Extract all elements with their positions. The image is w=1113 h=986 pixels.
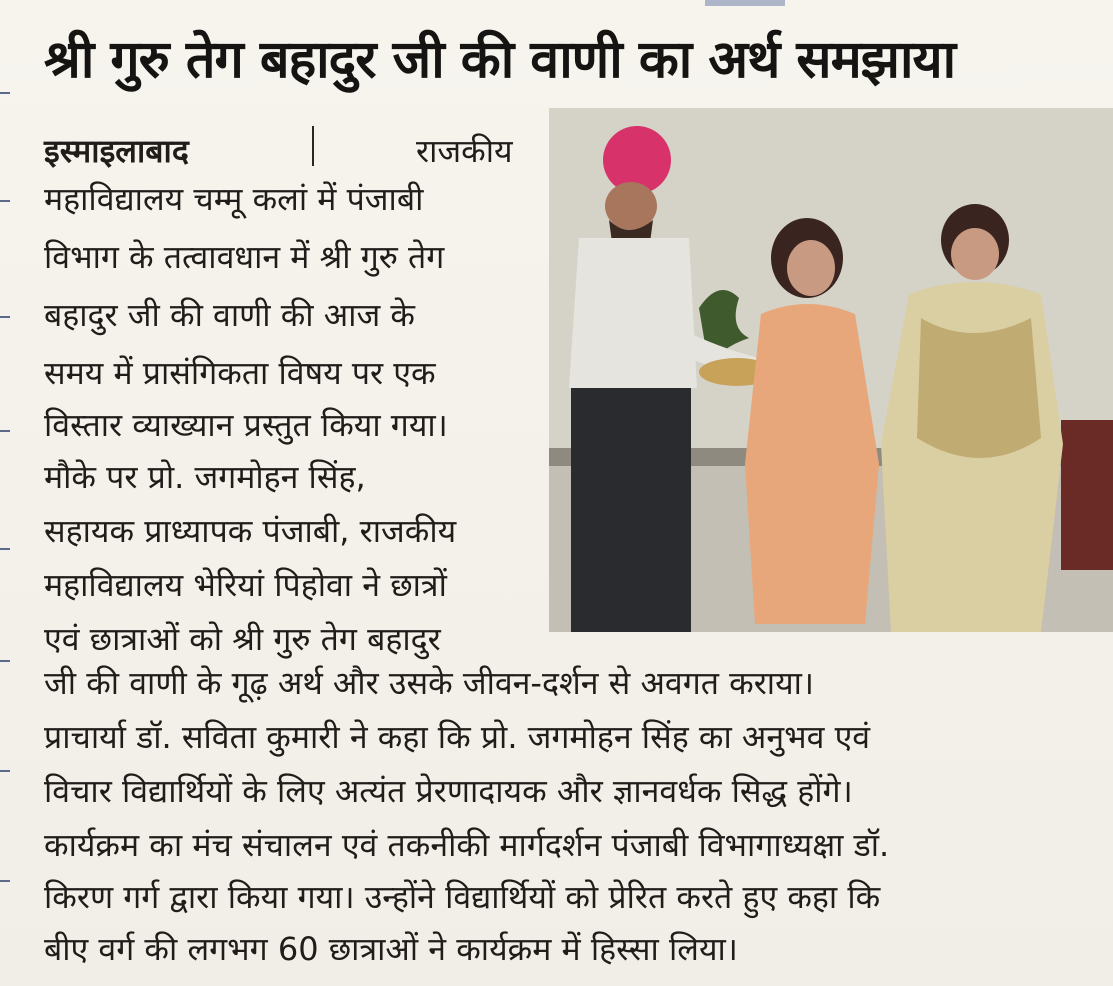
body-line: महाविद्यालय चम्मू कलां में पंजाबी	[44, 180, 424, 218]
news-photo	[549, 108, 1113, 632]
body-line: महाविद्यालय भेरियां पिहोवा ने छात्रों	[44, 566, 447, 604]
body-line: प्राचार्या डॉ. सविता कुमारी ने कहा कि प्रो. जगमोहन सिंह का अनुभव एवं	[44, 718, 871, 756]
dateline-separator	[312, 126, 314, 166]
body-line: कार्यक्रम का मंच संचालन एवं तकनीकी मार्गदर्शन पंजाबी विभागाध्यक्षा डॉ.	[44, 826, 890, 864]
body-line: एवं छात्राओं को श्री गुरु तेग बहादुर	[44, 620, 441, 658]
margin-tick	[0, 660, 10, 662]
dateline: इस्माइलाबाद	[44, 132, 189, 170]
body-line: राजकीय	[416, 132, 513, 170]
photo-illustration	[549, 108, 1113, 632]
body-line: बीए वर्ग की लगभग 60 छात्राओं ने कार्यक्रम में हिस्सा लिया।	[44, 930, 738, 968]
margin-tick	[0, 92, 10, 94]
body-line: विचार विद्यार्थियों के लिए अत्यंत प्रेरणादायक और ज्ञानवर्धक सिद्ध होंगे।	[44, 772, 853, 810]
body-line: किरण गर्ग द्वारा किया गया। उन्होंने विद्यार्थियों को प्रेरित करते हुए कहा कि	[44, 878, 881, 916]
body-line: जी की वाणी के गूढ़ अर्थ और उसके जीवन-दर्शन से अवगत कराया।	[44, 664, 815, 702]
margin-tick	[0, 548, 10, 550]
body-line: विभाग के तत्वावधान में श्री गुरु तेग	[44, 238, 445, 276]
body-line: बहादुर जी की वाणी की आज के	[44, 296, 415, 334]
margin-tick	[0, 430, 10, 432]
headline: श्री गुरु तेग बहादुर जी की वाणी का अर्थ समझाया	[44, 30, 956, 90]
margin-tick	[0, 316, 10, 318]
margin-tick	[0, 200, 10, 202]
body-line: विस्तार व्याख्यान प्रस्तुत किया गया।	[44, 406, 448, 444]
margin-tick	[0, 770, 10, 772]
margin-tick	[0, 880, 10, 882]
print-mark	[705, 0, 785, 6]
body-line: मौके पर प्रो. जगमोहन सिंह,	[44, 458, 366, 496]
body-line: समय में प्रासंगिकता विषय पर एक	[44, 354, 436, 392]
body-line: सहायक प्राध्यापक पंजाबी, राजकीय	[44, 512, 457, 550]
